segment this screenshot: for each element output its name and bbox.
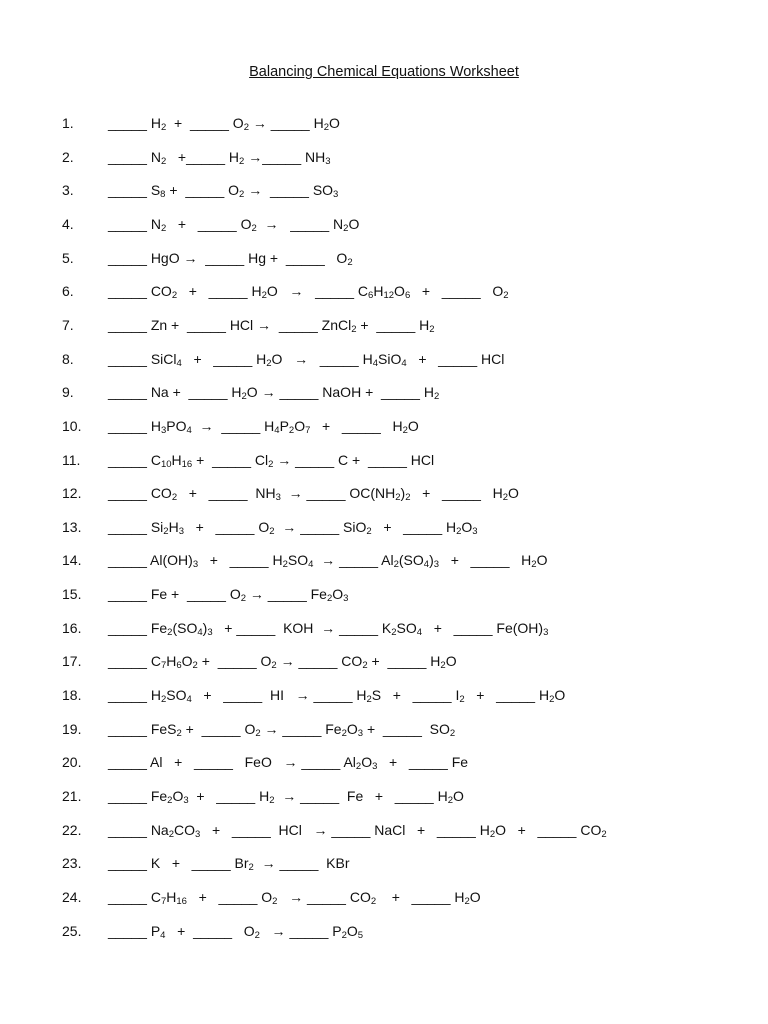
equation-number: 8. (62, 350, 74, 367)
equation-number: 3. (62, 182, 74, 199)
chemical-equation: _____ $CO_2$ + _____ $H_2O$ → _____ $C_6H_{12}O_6$ + _____ $O_2$ (108, 283, 509, 302)
chemical-equation: _____ $Fe_2(SO_4)_3$ + _____ KOH → _____ $K_2SO_4$ + _____ $Fe(OH)_3$ (108, 619, 549, 638)
chemical-equation: _____ Fe + _____ $O_2$ → _____ $Fe_2O_3$ (108, 586, 349, 605)
chemical-equation: _____ $H_2$ + _____ $O_2$ → _____ $H_2O$ (108, 115, 340, 133)
equation-number: 1. (62, 115, 74, 131)
equation-number: 18. (62, 687, 82, 704)
chemical-equation: _____ $S_8$ + _____ $O_2$ → _____ $SO_3$ (108, 182, 339, 201)
chemical-equation: _____ $C_7H_{16}$ + _____ $O_2$ → _____ $CO_2$ + _____ $H_2O$ (108, 888, 481, 907)
chemical-equation: _____ FeS$_2$ + _____ $O_2$ → _____ $Fe_2O_3$ + _____ $SO_2$ (108, 720, 456, 739)
equation-number: 20. (62, 754, 82, 771)
chemical-equation: _____ $H_3PO_4$ → _____ $H_4P_2O_7$ + _____ $H_2O$ (108, 417, 419, 436)
equation-number: 14. (62, 552, 82, 569)
chemical-equation: _____ HgO → _____ Hg + _____ $O_2$ (108, 249, 353, 268)
equation-number: 6. (62, 283, 74, 300)
equation-number: 19. (62, 720, 82, 737)
chemical-equation: _____ $Al(OH)_3$ + _____ $H_2SO_4$ → _____ $Al_2(SO_4)_3$ + _____ $H_2O$ (108, 552, 548, 571)
equation-number: 9. (62, 384, 74, 401)
equation-number: 10. (62, 417, 82, 434)
equation-number: 12. (62, 485, 82, 502)
chemical-equation: _____ $C_{10}H_{16}$ + _____ $Cl_2$ → _____ C + _____ HCl (108, 451, 435, 470)
equation-number: 16. (62, 619, 82, 636)
chemical-equation: _____ Na + _____ $H_2O$ → _____ NaOH + _____ $H_2$ (108, 384, 440, 403)
equation-number: 22. (62, 821, 82, 838)
equation-number: 5. (62, 249, 74, 266)
chemical-equation: _____ K + _____ $Br_2$ → _____ KBr (108, 855, 350, 874)
worksheet-title: Balancing Chemical Equations Worksheet (249, 64, 519, 80)
chemical-equation: _____ $Si_2H_3$ + _____ $O_2$ → _____ SiO$_2$ + _____ $H_2O_3$ (108, 518, 478, 537)
equation-number: 25. (62, 922, 82, 939)
equation-number: 17. (62, 653, 82, 670)
equation-number: 13. (62, 518, 82, 535)
chemical-equation: _____ Zn + _____ HCl → _____ ZnCl$_2$ + _____ $H_2$ (108, 316, 435, 335)
chemical-equation: _____ SiCl$_4$ + _____ $H_2O$ → _____ $H_4SiO_4$ + _____ HCl (108, 350, 505, 369)
chemical-equation: _____ $H_2SO_4$ + _____ HI → _____ $H_2S$ + _____ $I_2$ + _____ $H_2O$ (108, 687, 566, 706)
chemical-equation: _____ Al + _____ FeO → _____ $Al_2O_3$ + _____ Fe (108, 754, 469, 773)
chemical-equation: _____ $Na_2CO_3$ + _____ HCl → _____ NaCl + _____ $H_2O$ + _____ $CO_2$ (108, 821, 607, 840)
chemical-equation: _____ $P_4$ + _____ $O_2$ → _____ $P_2O_5$ (108, 922, 364, 941)
equation-number: 4. (62, 215, 74, 232)
equation-number: 24. (62, 888, 82, 905)
chemical-equation: _____ $Fe_2O_3$ + _____ $H_2$ → _____ Fe + _____ $H_2O$ (108, 788, 464, 806)
chemical-equation: _____ $N_2$ +_____ $H_2$ →_____ $NH_3$ (108, 148, 331, 167)
chemical-equation: _____ $N_2$ + _____ $O_2$ → _____ $N_2O$ (108, 215, 360, 234)
equation-number: 21. (62, 788, 82, 804)
chemical-equation: _____ $C_7H_6O_2$ + _____ $O_2$ → _____ $CO_2$ + _____ $H_2O$ (108, 653, 457, 672)
equation-number: 15. (62, 586, 82, 603)
equation-number: 7. (62, 316, 74, 333)
chemical-equation: _____ $CO_2$ + _____ $NH_3$ → _____ $OC(NH_2)_2$ + _____ $H_2O$ (108, 485, 519, 504)
equation-number: 2. (62, 148, 74, 165)
equation-number: 23. (62, 855, 82, 872)
equation-number: 11. (62, 451, 81, 468)
